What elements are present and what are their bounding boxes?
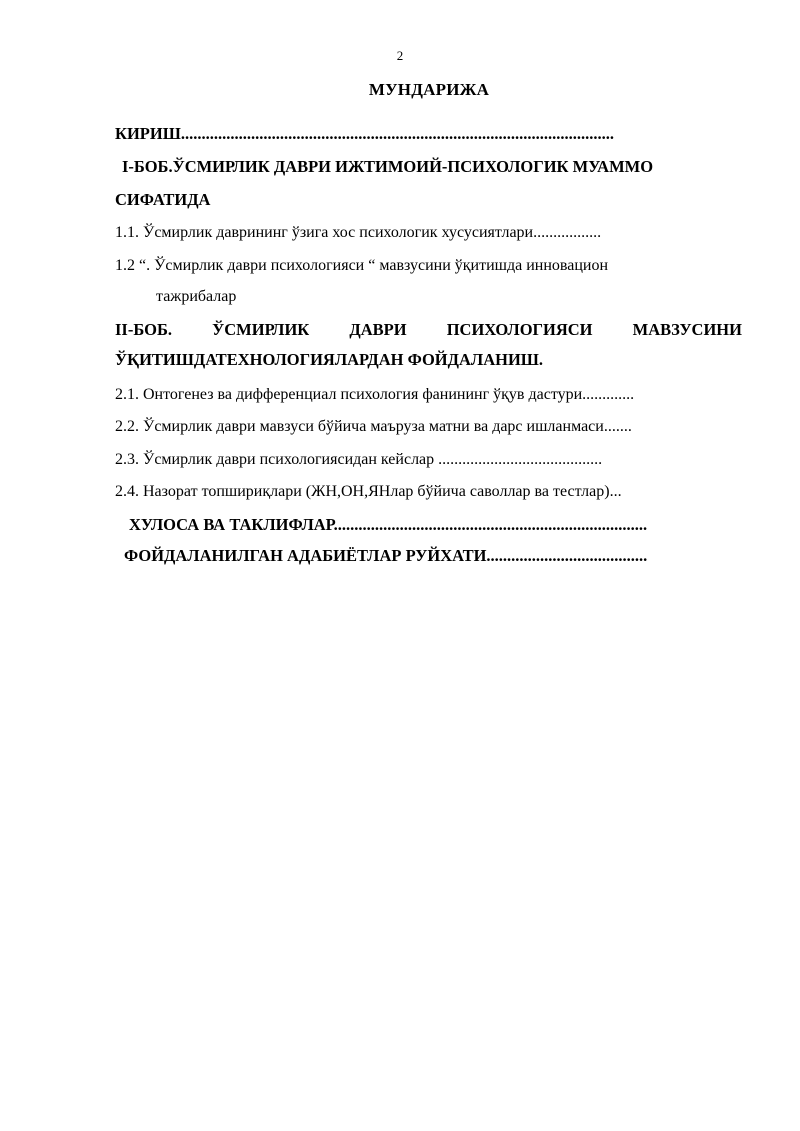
toc-entry-chapter2 [115, 320, 742, 340]
toc-chapter2-word: II-БОБ. [115, 320, 173, 339]
toc-title: МУНДАРИЖА [368, 80, 490, 99]
toc-entry-2-3: 2.3. Ўсмирлик даври психологиясидан кейслар ......................................... [115, 451, 603, 468]
toc-entry-chapter2-cont: ЎҚИТИШДАТЕХНОЛОГИЯЛАРДАН ФОЙДАЛАНИШ. [115, 350, 544, 369]
toc-chapter2-word: МАВЗУСИНИ [632, 320, 742, 339]
toc-entry-1-2-cont: тажрибалар [156, 288, 237, 305]
toc-entry-2-2: 2.2. Ўсмирлик даври мавзуси бўйича маъруза матни ва дарс ишланмаси....... [115, 418, 632, 435]
toc-entry-2-1: 2.1. Онтогенез ва дифференциал психология фанининг ўқув дастури............. [115, 386, 635, 403]
toc-chapter2-word: ЎСМИРЛИК [212, 320, 310, 339]
toc-entry-chapter1: I-БОБ.ЎСМИРЛИК ДАВРИ ИЖТИМОИЙ-ПСИХОЛОГИК МУАММО [122, 157, 654, 176]
toc-entry-references: ФОЙДАЛАНИЛГАН АДАБИЁТЛАР РУЙХАТИ....................................... [124, 546, 648, 565]
toc-entry-2-4: 2.4. Назорат топшириқлари (ЖН,ОН,ЯНлар бўйича саволлар ва тестлар)... [115, 483, 622, 500]
toc-entry-1-2: 1.2 “. Ўсмирлик даври психологияси “ мавзусини ўқитишда инновацион [115, 257, 609, 274]
page-number: 2 [396, 48, 404, 63]
toc-entry-chapter1-cont: СИФАТИДА [115, 190, 211, 209]
toc-chapter2-word: ДАВРИ [349, 320, 407, 339]
toc-entry-intro: КИРИШ......................................................................................................... [115, 124, 614, 143]
toc-entry-conclusion: ХУЛОСА ВА ТАКЛИФЛАР............................................................................ [129, 515, 648, 534]
toc-chapter2-word: ПСИХОЛОГИЯСИ [446, 320, 593, 339]
toc-entry-1-1: 1.1. Ўсмирлик даврининг ўзига хос психологик хусусиятлари................. [115, 224, 602, 241]
